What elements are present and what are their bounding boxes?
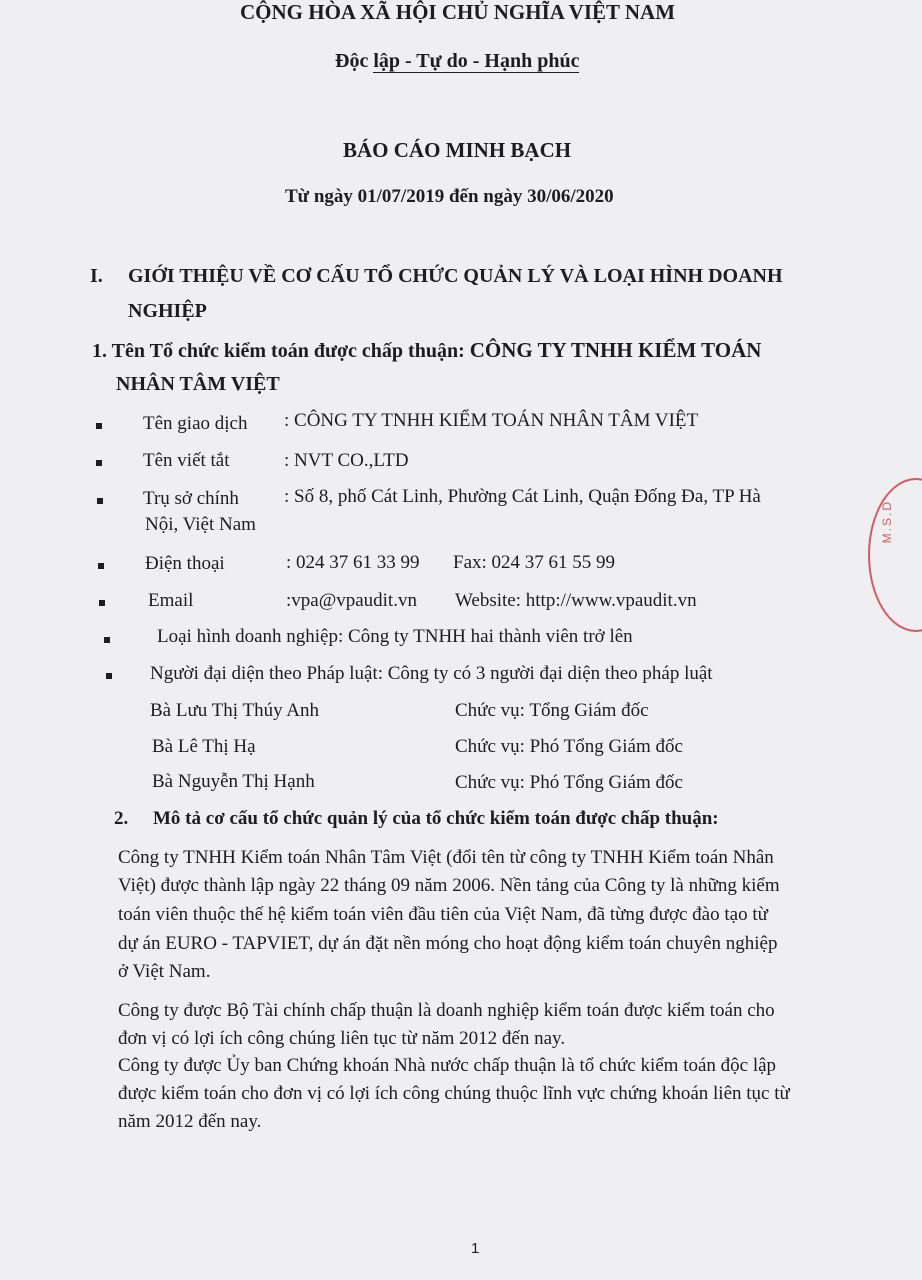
bullet-icon — [104, 637, 110, 643]
rep-position: Chức vụ: Phó Tổng Giám đốc — [455, 736, 683, 757]
paragraph-line: dự án EURO - TAPVIET, dự án đặt nền móng cho hoạt động kiểm toán chuyên nghiệp — [118, 933, 778, 954]
report-period: Từ ngày 01/07/2019 đến ngày 30/06/2020 — [285, 186, 614, 207]
paragraph-line: được kiểm toán cho đơn vị có lợi ích công chúng thuộc lĩnh vực chứng khoán liên tục từ — [118, 1083, 790, 1104]
email-label: Email — [148, 590, 194, 611]
paragraph-line: Việt) được thành lập ngày 22 tháng 09 năm 2006. Nền tảng của Công ty là những kiểm — [118, 875, 780, 896]
paragraph-line: đơn vị có lợi ích công chúng liên tục từ năm 2012 đến nay. — [118, 1028, 566, 1049]
seal-text: M.S.D — [880, 500, 894, 544]
hq-value-line2: Nội, Việt Nam — [145, 514, 256, 535]
item2-title: Mô tả cơ cấu tổ chức quản lý của tổ chức kiểm toán được chấp thuận: — [153, 808, 719, 829]
item1-heading — [92, 338, 761, 363]
item1-name: CÔNG TY TNHH KIỂM TOÁN — [469, 338, 762, 362]
business-type: Loại hình doanh nghiệp: Công ty TNHH hai thành viên trở lên — [157, 626, 633, 647]
rep-name: Bà Lưu Thị Thúy Anh — [150, 700, 319, 721]
paragraph-line: Công ty được Ủy ban Chứng khoán Nhà nước chấp thuận là tổ chức kiểm toán độc lập — [118, 1055, 777, 1076]
bullet-icon — [99, 600, 105, 606]
item1-label: 1. Tên Tổ chức kiểm toán được chấp thuận: — [92, 340, 470, 362]
fax-value: Fax: 024 37 61 55 99 — [453, 552, 616, 573]
abbr-value: : NVT CO.,LTD — [284, 450, 409, 471]
hq-label: Trụ sở chính — [143, 488, 239, 509]
phone-label: Điện thoại — [145, 553, 225, 574]
paragraph-line: ở Việt Nam. — [118, 961, 211, 982]
email-value: :vpa@vpaudit.vn — [286, 590, 417, 611]
paragraph-line: Công ty được Bộ Tài chính chấp thuận là doanh nghiệp kiểm toán được kiểm toán cho — [118, 1000, 775, 1021]
bullet-icon — [96, 423, 102, 429]
rep-position: Chức vụ: Tổng Giám đốc — [455, 700, 649, 721]
bullet-icon — [97, 498, 103, 504]
bullet-icon — [96, 460, 102, 466]
trade-name-value: : CÔNG TY TNHH KIỂM TOÁN NHÂN TÂM VIỆT — [284, 410, 699, 431]
section-number: I. — [90, 265, 103, 287]
company-seal — [868, 478, 922, 632]
trade-name-label: Tên giao dịch — [143, 413, 248, 434]
rep-position: Chức vụ: Phó Tổng Giám đốc — [455, 772, 683, 793]
page-number: 1 — [471, 1240, 480, 1257]
motto — [335, 50, 579, 73]
item1-name-line2: NHÂN TÂM VIỆT — [116, 373, 280, 395]
rep-name: Bà Nguyễn Thị Hạnh — [152, 771, 315, 792]
paragraph-line: toán viên thuộc thế hệ kiểm toán viên đầu tiên của Việt Nam, đã từng được đào tạo từ — [118, 904, 768, 925]
paragraph-line: năm 2012 đến nay. — [118, 1111, 262, 1132]
item2-number: 2. — [114, 808, 129, 829]
motto-part1: Độc — [335, 50, 374, 72]
report-title: BÁO CÁO MINH BẠCH — [343, 138, 572, 162]
rep-name: Bà Lê Thị Hạ — [152, 736, 256, 757]
phone-value: : 024 37 61 33 99 — [286, 552, 420, 573]
paragraph-line: Công ty TNHH Kiểm toán Nhân Tâm Việt (đổi tên từ công ty TNHH Kiểm toán Nhân — [118, 847, 774, 868]
website-value: Website: http://www.vpaudit.vn — [455, 590, 697, 611]
bullet-icon — [106, 673, 112, 679]
country-header: CỘNG HÒA XÃ HỘI CHỦ NGHĨA VIỆT NAM — [240, 0, 676, 24]
section-title-line2: NGHIỆP — [128, 300, 207, 322]
abbr-label: Tên viết tắt — [143, 450, 230, 471]
hq-value-line1: : Số 8, phố Cát Linh, Phường Cát Linh, Quận Đống Đa, TP Hà — [284, 486, 761, 507]
legal-representative: Người đại diện theo Pháp luật: Công ty có 3 người đại diện theo pháp luật — [150, 663, 713, 684]
motto-part2: lập - Tự do - Hạnh phúc — [373, 50, 580, 72]
section-title-line1: GIỚI THIỆU VỀ CƠ CẤU TỔ CHỨC QUẢN LÝ VÀ LOẠI HÌNH DOANH — [128, 265, 783, 287]
bullet-icon — [98, 563, 104, 569]
